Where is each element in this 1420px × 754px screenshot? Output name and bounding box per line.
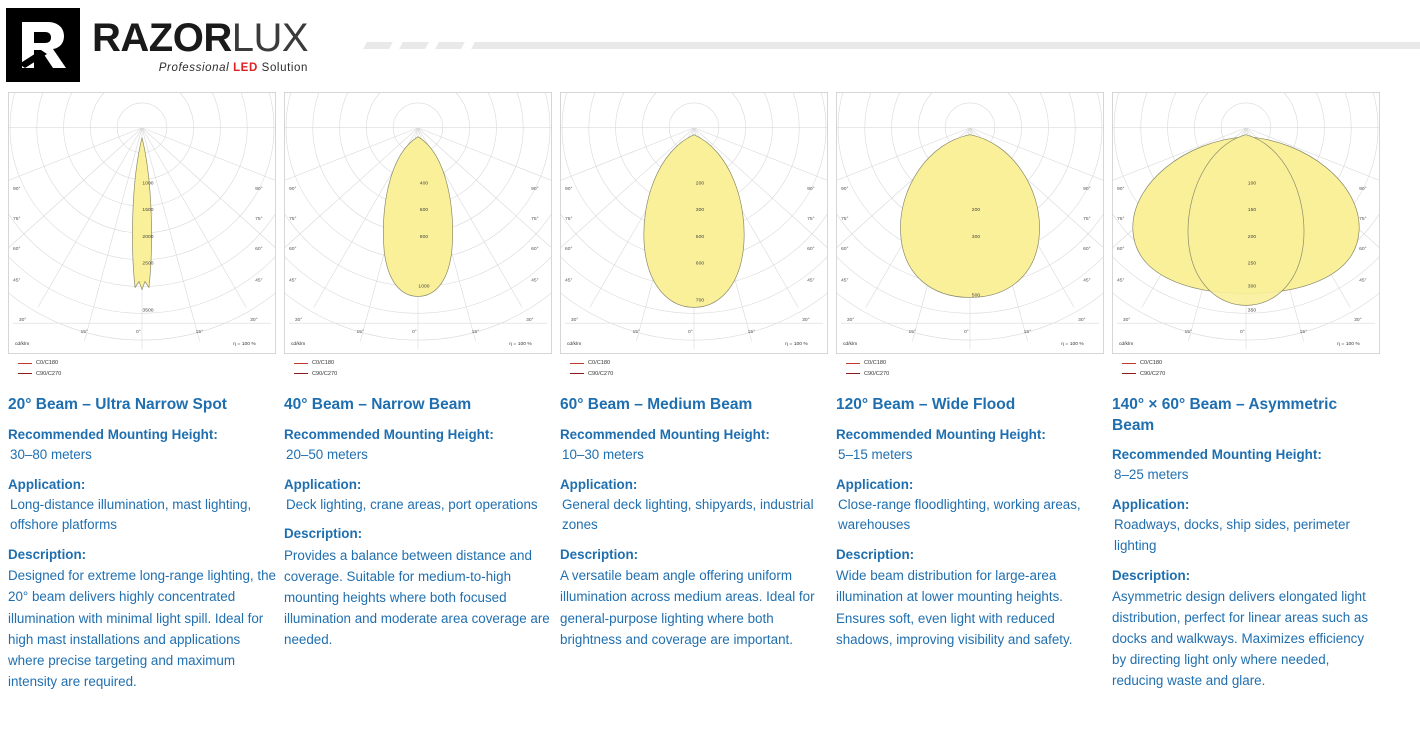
svg-text:30°: 30° <box>294 318 303 324</box>
description-value: Asymmetric design delivers elongated light distribution, perfect for linear areas such as docks and walkways. Maximizes efficiency by directing light only where needed, reducing waste and glare. <box>1112 588 1369 689</box>
svg-text:60°: 60° <box>807 246 815 252</box>
svg-text:30°: 30° <box>1078 318 1086 324</box>
svg-text:15°: 15° <box>747 330 756 336</box>
svg-text:300: 300 <box>971 234 981 240</box>
chart-legend <box>1122 358 1380 379</box>
svg-text:30°: 30° <box>18 318 27 324</box>
beam-column-60 <box>560 92 828 692</box>
legend-label-c0c180: C0/C180 <box>312 360 335 366</box>
svg-text:0°: 0° <box>964 330 969 336</box>
svg-text:45°: 45° <box>840 278 849 284</box>
application-value: Long-distance illumination, mast lighting, offshore platforms <box>10 496 252 533</box>
svg-text:600: 600 <box>419 208 429 214</box>
brand-tagline: Professional LED Solution <box>158 62 309 74</box>
mounting-height-label: Recommended Mounting Height: <box>8 426 218 442</box>
svg-text:90°: 90° <box>288 187 297 193</box>
svg-text:400: 400 <box>419 181 429 187</box>
beam-title: 20° Beam – Ultra Narrow Spot <box>8 396 227 414</box>
mounting-height-value: 10–30 meters <box>562 446 644 462</box>
legend-swatch-c0c180 <box>294 363 308 364</box>
application-label: Application: <box>1112 497 1190 513</box>
beam-title: 120° Beam – Wide Flood <box>836 396 1016 414</box>
svg-text:15°: 15° <box>80 330 88 336</box>
svg-text:90°: 90° <box>807 187 815 193</box>
polar-diagram-140x60 <box>1112 92 1380 354</box>
beam-title: 40° Beam – Narrow Beam <box>284 396 472 414</box>
brand-logo <box>6 8 308 82</box>
legend-swatch-c90c270 <box>18 373 32 374</box>
mounting-height-value: 8–25 meters <box>1114 467 1189 483</box>
svg-text:90°: 90° <box>255 187 263 193</box>
svg-text:30°: 30° <box>1354 318 1362 324</box>
mounting-height-label: Recommended Mounting Height: <box>560 426 770 442</box>
svg-text:500: 500 <box>695 234 705 240</box>
svg-text:η = 100 %: η = 100 % <box>1337 342 1360 348</box>
brand-name-secondary: LUX <box>231 16 309 60</box>
svg-text:75°: 75° <box>1359 217 1367 223</box>
application-label: Application: <box>836 476 914 492</box>
svg-text:3500: 3500 <box>142 308 154 314</box>
svg-text:45°: 45° <box>12 278 21 284</box>
beam-column-40 <box>284 92 552 692</box>
svg-text:15°: 15° <box>1299 330 1308 336</box>
application-value: General deck lighting, shipyards, industrial zones <box>562 496 814 533</box>
polar-diagram-40 <box>284 92 552 354</box>
chart-legend <box>570 358 828 379</box>
polar-diagram-120 <box>836 92 1104 354</box>
svg-text:0°: 0° <box>412 330 417 336</box>
svg-text:75°: 75° <box>1116 217 1125 223</box>
beam-title: 140° × 60° Beam – Asymmetric Beam <box>1112 396 1338 434</box>
svg-text:350: 350 <box>1247 308 1257 314</box>
svg-text:90°: 90° <box>1083 187 1091 193</box>
description-value: A versatile beam angle offering uniform illumination across medium areas. Ideal for general-purpose lighting where both brightness and coverage are important. <box>560 568 815 647</box>
svg-text:100: 100 <box>1247 181 1257 187</box>
svg-text:150: 150 <box>1247 208 1257 214</box>
svg-text:cd/klm: cd/klm <box>1118 342 1134 348</box>
svg-text:60°: 60° <box>1116 246 1125 252</box>
svg-text:60°: 60° <box>564 246 573 252</box>
polar-diagram-20 <box>8 92 276 354</box>
svg-text:75°: 75° <box>1083 217 1091 223</box>
description-label: Description: <box>560 547 639 563</box>
legend-label-c0c180: C0/C180 <box>1140 360 1163 366</box>
svg-text:200: 200 <box>1247 234 1257 240</box>
beam-column-120 <box>836 92 1104 692</box>
brand-wordmark <box>92 18 308 58</box>
description-label: Description: <box>284 526 363 542</box>
svg-text:90°: 90° <box>12 187 21 193</box>
svg-text:30°: 30° <box>846 318 855 324</box>
legend-swatch-c90c270 <box>846 373 860 374</box>
mounting-height-label: Recommended Mounting Height: <box>284 426 494 442</box>
svg-text:250: 250 <box>1247 261 1257 267</box>
svg-text:90°: 90° <box>1116 187 1125 193</box>
beam-comparison-grid <box>0 92 1420 692</box>
page-header <box>0 0 1420 92</box>
application-label: Application: <box>560 476 638 492</box>
svg-text:η = 100 %: η = 100 % <box>785 342 808 348</box>
svg-text:500: 500 <box>971 293 981 299</box>
mounting-height-value: 30–80 meters <box>10 446 92 462</box>
description-value: Designed for extreme long-range lighting, the 20° beam delivers highly concentrated illumination with minimal light spill. Ideal for high mast installations and applications where precise targeting and maximum intensity are required. <box>8 568 276 690</box>
application-label: Application: <box>284 476 362 492</box>
svg-text:1000: 1000 <box>142 181 154 187</box>
legend-label-c90c270: C90/C270 <box>36 370 62 377</box>
svg-text:0°: 0° <box>136 330 141 336</box>
polar-diagram-60 <box>560 92 828 354</box>
svg-text:45°: 45° <box>807 278 815 284</box>
svg-text:75°: 75° <box>564 217 573 223</box>
legend-swatch-c0c180 <box>846 363 860 364</box>
legend-label-c90c270: C90/C270 <box>864 370 890 377</box>
svg-text:60°: 60° <box>531 246 539 252</box>
legend-swatch-c90c270 <box>294 373 308 374</box>
svg-text:45°: 45° <box>531 278 539 284</box>
svg-text:15°: 15° <box>1023 330 1032 336</box>
svg-text:300: 300 <box>695 208 705 214</box>
svg-text:1500: 1500 <box>142 208 154 214</box>
legend-swatch-c90c270 <box>570 373 584 374</box>
svg-text:2500: 2500 <box>142 261 154 267</box>
svg-text:45°: 45° <box>564 278 573 284</box>
mounting-height-value: 5–15 meters <box>838 446 913 462</box>
description-label: Description: <box>836 547 915 563</box>
svg-text:1000: 1000 <box>418 284 430 290</box>
legend-label-c90c270: C90/C270 <box>588 370 614 377</box>
svg-text:90°: 90° <box>1359 187 1367 193</box>
svg-text:60°: 60° <box>288 246 297 252</box>
svg-text:η = 100 %: η = 100 % <box>509 342 532 348</box>
description-value: Provides a balance between distance and coverage. Suitable for medium-to-high mounting heights where both focused illumination and moderate area coverage are needed. <box>284 547 550 648</box>
svg-text:2000: 2000 <box>142 234 154 240</box>
svg-text:15°: 15° <box>1184 330 1192 336</box>
legend-label-c0c180: C0/C180 <box>36 360 59 366</box>
svg-text:45°: 45° <box>255 278 263 284</box>
svg-text:30°: 30° <box>570 318 579 324</box>
razorlux-r-logo-icon <box>6 8 80 82</box>
svg-text:30°: 30° <box>1122 318 1131 324</box>
brand-name-primary: RAZOR <box>92 16 232 60</box>
application-value: Deck lighting, crane areas, port operations <box>286 496 538 512</box>
svg-text:90°: 90° <box>840 187 849 193</box>
legend-swatch-c0c180 <box>1122 363 1136 364</box>
svg-text:cd/klm: cd/klm <box>14 342 30 348</box>
legend-label-c90c270: C90/C270 <box>1140 370 1166 377</box>
application-value: Roadways, docks, ship sides, perimeter lighting <box>1114 517 1350 553</box>
svg-text:200: 200 <box>971 208 981 214</box>
svg-text:300: 300 <box>1247 284 1257 290</box>
svg-text:60°: 60° <box>255 246 263 252</box>
legend-label-c90c270: C90/C270 <box>312 370 338 377</box>
svg-text:15°: 15° <box>632 330 640 336</box>
beam-column-140x60 <box>1112 92 1380 692</box>
svg-text:cd/klm: cd/klm <box>290 342 306 348</box>
description-label: Description: <box>1112 567 1191 583</box>
description-label: Description: <box>8 547 87 563</box>
svg-text:75°: 75° <box>807 217 815 223</box>
svg-text:η = 100 %: η = 100 % <box>1061 342 1084 348</box>
svg-text:75°: 75° <box>840 217 849 223</box>
svg-text:15°: 15° <box>356 330 364 336</box>
header-stripe-decoration <box>345 36 1420 60</box>
legend-swatch-c90c270 <box>1122 373 1136 374</box>
svg-text:30°: 30° <box>526 318 534 324</box>
legend-swatch-c0c180 <box>18 363 32 364</box>
svg-text:cd/klm: cd/klm <box>842 342 858 348</box>
beam-column-20 <box>8 92 276 692</box>
chart-legend <box>18 358 276 379</box>
legend-swatch-c0c180 <box>570 363 584 364</box>
svg-text:60°: 60° <box>1359 246 1367 252</box>
svg-text:15°: 15° <box>195 330 204 336</box>
svg-text:75°: 75° <box>288 217 297 223</box>
svg-text:800: 800 <box>419 234 429 240</box>
svg-text:cd/klm: cd/klm <box>566 342 582 348</box>
svg-text:60°: 60° <box>12 246 21 252</box>
svg-text:45°: 45° <box>1116 278 1125 284</box>
description-value: Wide beam distribution for large-area illumination at lower mounting heights. Ensures soft, even light with reduced shadows, improving visibility and safety. <box>836 568 1073 647</box>
mounting-height-label: Recommended Mounting Height: <box>1112 447 1322 463</box>
svg-text:75°: 75° <box>255 217 263 223</box>
svg-text:75°: 75° <box>12 217 21 223</box>
svg-text:30°: 30° <box>250 318 258 324</box>
svg-text:60°: 60° <box>840 246 849 252</box>
legend-label-c0c180: C0/C180 <box>864 360 887 366</box>
legend-label-c0c180: C0/C180 <box>588 360 611 366</box>
svg-text:75°: 75° <box>531 217 539 223</box>
svg-text:0°: 0° <box>1240 330 1245 336</box>
application-label: Application: <box>8 476 86 492</box>
svg-text:200: 200 <box>695 181 705 187</box>
chart-legend <box>846 358 1104 379</box>
svg-text:90°: 90° <box>531 187 539 193</box>
svg-text:45°: 45° <box>1083 278 1091 284</box>
svg-text:700: 700 <box>695 298 705 304</box>
svg-text:η = 100 %: η = 100 % <box>233 342 256 348</box>
svg-text:15°: 15° <box>908 330 916 336</box>
svg-text:45°: 45° <box>1359 278 1367 284</box>
application-value: Close-range floodlighting, working areas, warehouses <box>838 496 1081 533</box>
mounting-height-label: Recommended Mounting Height: <box>836 426 1046 442</box>
svg-text:90°: 90° <box>564 187 573 193</box>
svg-text:60°: 60° <box>1083 246 1091 252</box>
svg-text:600: 600 <box>695 261 705 267</box>
svg-text:30°: 30° <box>802 318 810 324</box>
mounting-height-value: 20–50 meters <box>286 446 368 462</box>
svg-text:0°: 0° <box>688 330 693 336</box>
svg-text:15°: 15° <box>471 330 480 336</box>
svg-text:45°: 45° <box>288 278 297 284</box>
chart-legend <box>294 358 552 379</box>
beam-title: 60° Beam – Medium Beam <box>560 396 753 414</box>
